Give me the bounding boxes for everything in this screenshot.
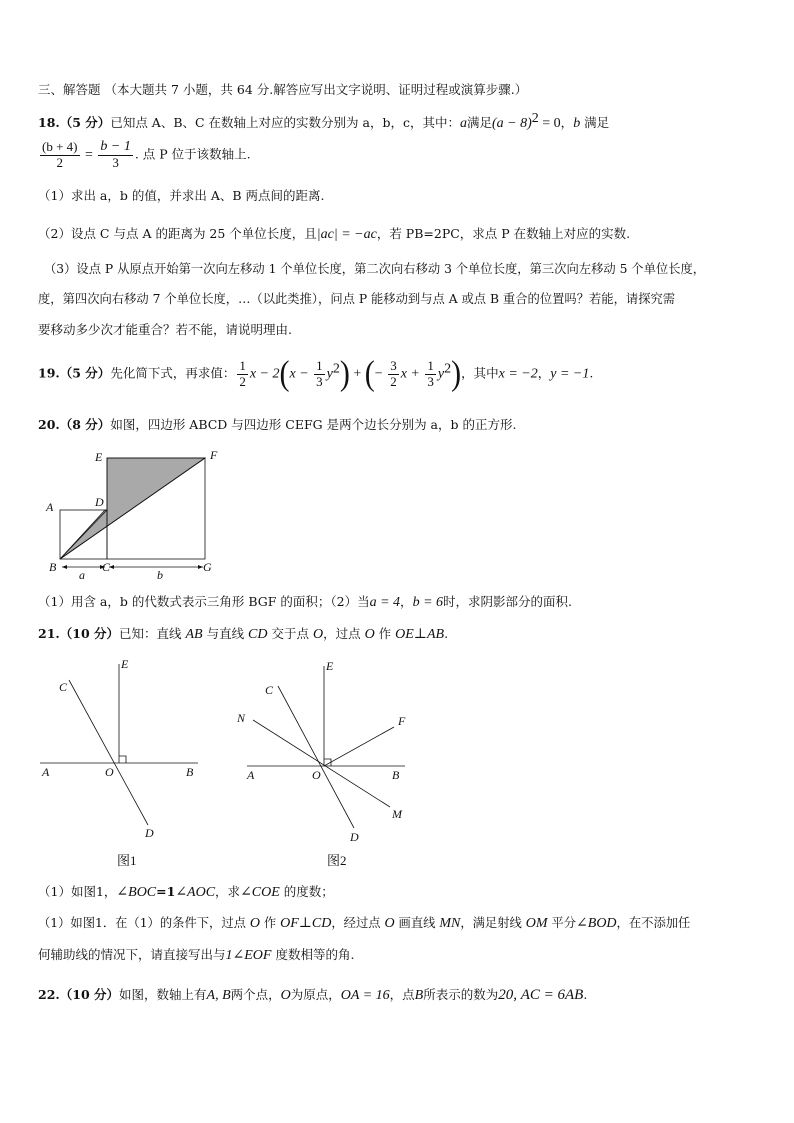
q22-b: B: [414, 988, 424, 1003]
fig1-label-O: O: [105, 765, 114, 779]
fig1-label-A: A: [42, 765, 50, 779]
q21-s2-g: ，在不添加任: [616, 916, 691, 930]
q22-ab: A, B: [206, 988, 231, 1003]
q19-rparen1: ): [339, 354, 350, 393]
q21-s2-o: O: [249, 916, 260, 931]
q21-s2-b: 作: [259, 916, 281, 930]
q21-s2-o-2: O: [384, 916, 395, 931]
q21-sub1: [38, 884, 334, 902]
q18-eq1: (a − 8): [491, 116, 532, 132]
q18-frac2-num: b − 1: [98, 139, 132, 156]
fig1-caption: 图1: [117, 853, 137, 868]
q21-cd: CD: [248, 627, 268, 642]
q19-end: .: [589, 365, 594, 381]
fig1-label-C: C: [59, 680, 68, 694]
q19-frac4-num: 1: [427, 357, 434, 373]
q19-frac1-den: 2: [239, 373, 246, 389]
fig1-label-B: B: [186, 765, 194, 779]
q19-term5: x +: [400, 366, 424, 382]
fig2-label-O: O: [312, 768, 321, 782]
q20-label-B: B: [49, 560, 57, 574]
q18-satisfies2: 满足: [580, 115, 610, 131]
q22-oa: OA = 16: [340, 988, 390, 1003]
fig2-label-M: M: [392, 807, 402, 821]
q19-xval: x = −2: [498, 366, 538, 382]
q20-label-a: a: [79, 568, 85, 582]
q21-text-d: ，过点: [323, 626, 365, 641]
q21-sub2-line1: [38, 916, 690, 933]
q20-text: 如图，四边形 ABCD 与四边形 CEFG 是两个边长分别为 a，b 的正方形.: [110, 417, 517, 432]
q22-score: （10 分）: [59, 987, 119, 1002]
q19-rparen2: ): [451, 354, 462, 393]
q18-frac1: [40, 140, 80, 171]
q19-frac2-den: 3: [316, 373, 323, 389]
q19-frac1: [237, 359, 248, 390]
q21-o-2: O: [364, 627, 375, 642]
q21-s2-l2a: 何辅助线的情况下，请直接写出与: [38, 947, 226, 962]
fig1-right-angle: [119, 756, 126, 763]
q18-line2-tail: . 点 P 位于该数轴上.: [134, 146, 251, 162]
q22-text-b: 两个点，: [230, 987, 281, 1002]
q19-frac3-num: 3: [390, 357, 397, 373]
q19-term2: x −: [289, 366, 313, 382]
q21-sub2-line2: [38, 947, 354, 965]
q21-text-a: 已知：直线: [119, 626, 186, 641]
q19-term4: −: [374, 366, 387, 382]
q22-tail: 20, AC = 6AB: [498, 987, 584, 1003]
q21-line: [38, 626, 448, 644]
q22-text-a: 如图，数轴上有: [119, 987, 207, 1002]
q20-label-F: F: [210, 448, 218, 462]
q21-text-c: 交于点: [267, 626, 313, 641]
fig1-label-D: D: [145, 826, 154, 840]
q18-score: （5 分）: [59, 115, 111, 131]
q22-text-e: 所表示的数为: [423, 987, 499, 1002]
q18-part3-line3: 要移动多少次才能重合？若不能，请说明理由.: [38, 322, 292, 337]
q19-lparen1: (: [279, 354, 290, 393]
q21-o: O: [312, 627, 324, 642]
q22-end: .: [583, 987, 588, 1002]
fig1-line-cd: [69, 680, 148, 825]
q20-a-eq: a = 4: [369, 595, 401, 610]
q19-line: [38, 356, 593, 392]
q19-frac3-den: 2: [390, 373, 397, 389]
q20-label-b: b: [157, 568, 163, 582]
q21-figure1: [38, 650, 218, 875]
q21-s1-a: （1）如图1，: [38, 884, 117, 899]
q19-frac1-num: 1: [239, 357, 246, 373]
fig2-line-mn: [253, 720, 390, 807]
q20-label-E: E: [95, 450, 103, 464]
q21-s1-aoc: ∠AOC: [175, 885, 216, 900]
q20-label-G: G: [203, 560, 212, 574]
fig2-line-cd: [278, 686, 354, 828]
fig2-label-C: C: [265, 683, 274, 697]
q21-s2-mn: MN: [439, 916, 461, 931]
q21-text-f: .: [444, 626, 449, 641]
q21-s1-boc: ∠BOC: [116, 885, 157, 900]
q22-o: O: [280, 988, 291, 1003]
q21-s1-eq: =1: [156, 884, 176, 899]
q21-text-e: 作: [374, 626, 396, 641]
q20-b-eq: b = 6: [412, 595, 444, 610]
q18-line1: [38, 111, 609, 133]
q19-number: 19.: [38, 365, 60, 381]
q18-part3-line2: 度，第四次向右移动 7 个单位长度，…（以此类推），问点 P 能移动到与点 A 或点 B 重合的位置吗？若能，请探究需: [38, 292, 676, 306]
q20-sub-b: 时，求阴影部分的面积.: [443, 594, 572, 609]
q21-s2-om: OM: [525, 916, 548, 931]
section-number: 三、: [38, 82, 64, 97]
q18-part2-b: ，若 PB=2PC，求点 P 在数轴上对应的实数.: [376, 226, 631, 241]
q18-number: 18.: [38, 115, 60, 131]
q20-sub-sep: ，: [400, 594, 413, 609]
section-desc: （本大题共 7 小题，共 64 分.解答应写出文字说明、证明过程或演算步骤.）: [104, 82, 528, 97]
section-header: [38, 82, 527, 97]
q18-text1: 已知点 A、B、C 在数轴上对应的实数分别为 a，b，c，其中：: [110, 115, 460, 131]
q19-frac4: [425, 359, 436, 390]
q21-s1-c: 的度数；: [279, 884, 334, 899]
q19-frac4-den: 3: [427, 373, 434, 389]
q22-text-d: ，点: [389, 987, 415, 1002]
q19-lparen2: (: [364, 354, 375, 393]
q21-s2-l2b: 度数相等的角.: [271, 947, 355, 962]
q18-part2-a: （2）设点 C 与点 A 的距离为 25 个单位长度，且: [38, 226, 317, 241]
q21-s2-eof: 1∠EOF: [225, 948, 272, 963]
q20-label-C: C: [102, 560, 111, 574]
fig2-label-B: B: [392, 768, 400, 782]
fig2-caption: 图2: [327, 853, 347, 868]
q19-frac2: [314, 359, 325, 390]
q21-s1-coe: ∠COE: [240, 885, 280, 900]
q18-equals: =: [81, 147, 97, 163]
section-title: 解答题: [63, 82, 101, 97]
q21-text-b: 与直线: [202, 626, 249, 641]
q18-part3-line1: （3）设点 P 从原点开始第一次向左移动 1 个单位长度，第二次向右移动 3 个单位长度，第三次向左移动 5 个单位长度，: [44, 262, 706, 276]
q21-number: 21.: [38, 626, 60, 641]
q18-frac1-num: (b + 4): [42, 138, 78, 154]
q21-score: （10 分）: [59, 626, 119, 641]
q20-line: [38, 417, 516, 432]
fig2-label-D: D: [350, 830, 359, 844]
q20-score: （8 分）: [59, 417, 111, 432]
fig1-label-E: E: [121, 657, 129, 671]
q19-term1: x − 2: [249, 366, 280, 382]
q21-s2-c: ，经过点: [331, 916, 385, 930]
q19-score: （5 分）: [59, 365, 111, 381]
q18-part2: [38, 226, 630, 244]
q19-text: 先化简下式，再求值：: [110, 365, 236, 381]
fig2-label-F: F: [398, 714, 406, 728]
q19-term6: y: [437, 366, 445, 382]
q19-comma: ，: [537, 365, 551, 381]
q21-s2-d: 画直线: [394, 916, 440, 930]
q20-sub-a: （1）用含 a，b 的代数式表示三角形 BGF 的面积；（2）当: [38, 594, 370, 609]
q19-exp3: 2: [444, 361, 452, 377]
q19-yval: y = −1: [550, 366, 590, 382]
q21-ab: AB: [185, 627, 203, 642]
q18-part2-math: |ac| = −ac: [316, 227, 377, 242]
q20-subquestions: [38, 594, 572, 612]
fig2-ray-of: [324, 727, 394, 766]
q21-figure2: [237, 650, 420, 875]
q21-s2-e: ，满足射线: [460, 916, 526, 930]
q21-s1-b: ，求: [215, 884, 241, 899]
q22-number: 22.: [38, 987, 60, 1002]
q19-exp2: 2: [332, 361, 340, 377]
q21-s2-a: （1）如图1．在（1）的条件下，过点: [38, 916, 250, 930]
fig2-label-A: A: [247, 768, 255, 782]
q22-text-c: 为原点，: [290, 987, 341, 1002]
q21-s2-of: OF⊥CD: [280, 916, 332, 931]
q19-frac2-num: 1: [316, 357, 323, 373]
q18-a-var: a: [459, 116, 467, 132]
q18-eq1-rhs: = 0: [538, 116, 561, 132]
q18-frac2-den: 3: [112, 155, 119, 171]
q20-label-A: A: [46, 500, 54, 514]
q18-frac1-den: 2: [56, 154, 63, 170]
q21-s2-f: 平分: [547, 916, 577, 930]
q20-dim-a-arrow-left: [62, 565, 67, 569]
q19-term3: y: [326, 366, 333, 382]
q22-line: [38, 986, 587, 1005]
q21-s2-bod: ∠BOD: [576, 916, 617, 931]
fig2-label-E: E: [326, 659, 334, 673]
q18-b-var: b: [573, 116, 581, 132]
q21-perp: OE⊥AB: [395, 627, 445, 642]
q18-part1: （1）求出 a，b 的值，并求出 A、B 两点间的距离.: [38, 188, 325, 203]
q18-frac2: [98, 139, 132, 171]
q20-number: 20.: [38, 417, 60, 432]
q18-line2: [38, 139, 251, 171]
q20-figure: [38, 445, 238, 585]
q19-plus: +: [349, 366, 365, 382]
q20-line-bd: [60, 510, 107, 559]
q20-label-D: D: [95, 495, 104, 509]
q18-sep: ，: [560, 115, 574, 131]
q19-frac3: [388, 359, 399, 390]
q18-eq1-exp: 2: [531, 111, 539, 126]
q18-satisfies: 满足: [466, 115, 492, 131]
fig2-label-N: N: [237, 711, 246, 725]
q19-tail: ，其中: [461, 365, 499, 381]
